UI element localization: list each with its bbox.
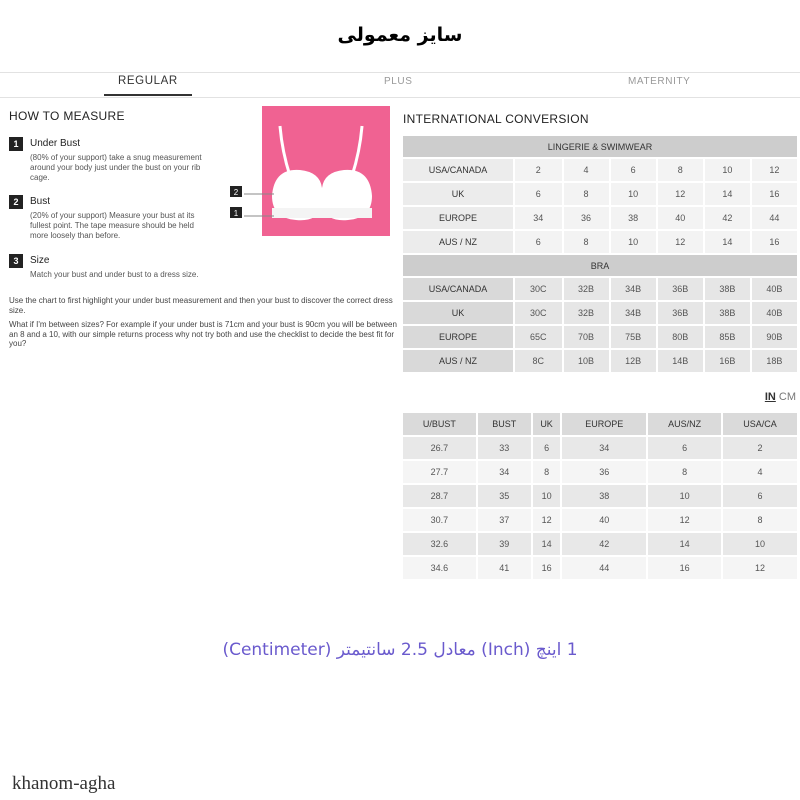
instruction-text: Use the chart to first highlight your under bust measurement and then your bust to discover the correct dress size. bbox=[9, 296, 393, 315]
table-cell: 16 bbox=[533, 557, 561, 579]
step-number: 1 bbox=[9, 137, 23, 151]
step-number: 3 bbox=[9, 254, 23, 268]
table-cell: 8 bbox=[564, 231, 609, 253]
table-cell: 34.6 bbox=[403, 557, 476, 579]
table-cell: 10 bbox=[611, 231, 656, 253]
table-cell: 32.6 bbox=[403, 533, 476, 555]
bra-section-title: BRA bbox=[403, 255, 797, 276]
lingerie-section-title: LINGERIE & SWIMWEAR bbox=[403, 136, 797, 157]
table-cell: 39 bbox=[478, 533, 531, 555]
row-label: EUROPE bbox=[403, 207, 513, 229]
row-label: EUROPE bbox=[403, 326, 513, 348]
table-row bbox=[403, 326, 797, 348]
table-cell: 12 bbox=[658, 231, 703, 253]
table-cell: 14 bbox=[648, 533, 721, 555]
table-cell: 10 bbox=[723, 533, 797, 555]
table-cell: 16 bbox=[648, 557, 721, 579]
table-cell: 14B bbox=[658, 350, 703, 372]
table-cell: 6 bbox=[515, 231, 562, 253]
table-cell: 4 bbox=[723, 461, 797, 483]
table-cell: 34B bbox=[611, 302, 656, 324]
column-header: EUROPE bbox=[562, 413, 646, 435]
table-cell: 38 bbox=[562, 485, 646, 507]
table-cell: 40B bbox=[752, 278, 797, 300]
column-header: BUST bbox=[478, 413, 531, 435]
table-cell: 12 bbox=[658, 183, 703, 205]
table-cell: 30C bbox=[515, 302, 562, 324]
table-cell: 35 bbox=[478, 485, 531, 507]
table-cell: 34 bbox=[515, 207, 562, 229]
table-cell: 12 bbox=[752, 159, 797, 181]
table-cell: 26.7 bbox=[403, 437, 476, 459]
conversion-heading: INTERNATIONAL CONVERSION bbox=[403, 112, 589, 126]
table-cell: 12 bbox=[723, 557, 797, 579]
step-description: (20% of your support) Measure your bust at its fullest point. The tape measure should be held more loosely than before. bbox=[30, 211, 195, 240]
watermark: khanom-agha bbox=[12, 773, 116, 794]
table-cell: 12 bbox=[648, 509, 721, 531]
table-cell: 34B bbox=[611, 278, 656, 300]
table-cell: 36B bbox=[658, 278, 703, 300]
table-cell: 28.7 bbox=[403, 485, 476, 507]
table-cell: 10B bbox=[564, 350, 609, 372]
table-cell: 6 bbox=[611, 159, 656, 181]
table-cell: 40B bbox=[752, 302, 797, 324]
column-header: USA/CA bbox=[723, 413, 797, 435]
table-cell: 10 bbox=[533, 485, 561, 507]
table-cell: 36B bbox=[658, 302, 703, 324]
table-cell: 40 bbox=[562, 509, 646, 531]
table-cell: 70B bbox=[564, 326, 609, 348]
table-cell: 12 bbox=[533, 509, 561, 531]
table-cell: 10 bbox=[611, 183, 656, 205]
step-title: Under Bust bbox=[30, 138, 81, 149]
step-title: Size bbox=[30, 255, 50, 266]
table-cell: 32B bbox=[564, 278, 609, 300]
table-cell: 90B bbox=[752, 326, 797, 348]
table-cell: 14 bbox=[705, 183, 750, 205]
table-cell: 30C bbox=[515, 278, 562, 300]
step-title: Bust bbox=[30, 196, 51, 207]
table-cell: 27.7 bbox=[403, 461, 476, 483]
size-category-tabs bbox=[0, 72, 800, 98]
marker-underbust: 1 bbox=[233, 209, 239, 218]
table-cell: 32B bbox=[564, 302, 609, 324]
table-row bbox=[403, 509, 797, 531]
table-cell: 33 bbox=[478, 437, 531, 459]
marker-bust: 2 bbox=[233, 188, 239, 197]
table-cell: 18B bbox=[752, 350, 797, 372]
tab-regular[interactable]: REGULAR bbox=[118, 75, 178, 87]
table-row bbox=[403, 461, 797, 483]
table-row bbox=[403, 302, 797, 324]
table-cell: 16 bbox=[752, 183, 797, 205]
table-cell: 41 bbox=[478, 557, 531, 579]
table-row bbox=[403, 557, 797, 579]
table-cell: 85B bbox=[705, 326, 750, 348]
table-row bbox=[403, 533, 797, 555]
table-header-row bbox=[403, 413, 797, 435]
table-cell: 6 bbox=[723, 485, 797, 507]
how-to-measure-heading: HOW TO MEASURE bbox=[9, 109, 125, 123]
table-row bbox=[403, 350, 797, 372]
inch-cm-note: 1 اینچ (Inch) معادل 2.5 سانتیمتر (Centimeter) bbox=[222, 640, 578, 660]
table-cell: 38B bbox=[705, 302, 750, 324]
step-number: 2 bbox=[9, 195, 23, 209]
column-header: U/BUST bbox=[403, 413, 476, 435]
table-cell: 40 bbox=[658, 207, 703, 229]
table-cell: 36 bbox=[562, 461, 646, 483]
row-label: UK bbox=[403, 183, 513, 205]
table-row bbox=[403, 437, 797, 459]
table-cell: 42 bbox=[562, 533, 646, 555]
step-description: Match your bust and under bust to a dress size. bbox=[30, 270, 199, 279]
table-cell: 38 bbox=[611, 207, 656, 229]
table-cell: 8 bbox=[648, 461, 721, 483]
table-row bbox=[403, 159, 797, 181]
row-label: USA/CANADA bbox=[403, 159, 513, 181]
step-description: (80% of your support) take a snug measurement around your body just under the bust on your rib cage. bbox=[30, 153, 202, 182]
table-cell: 44 bbox=[562, 557, 646, 579]
unit-inch-toggle[interactable]: IN bbox=[764, 391, 776, 403]
page-title: سایز معمولی bbox=[337, 24, 463, 46]
table-cell: 16 bbox=[752, 231, 797, 253]
table-cell: 30.7 bbox=[403, 509, 476, 531]
column-header: AUS/NZ bbox=[648, 413, 721, 435]
table-cell: 38B bbox=[705, 278, 750, 300]
table-cell: 75B bbox=[611, 326, 656, 348]
tab-plus[interactable]: PLUS bbox=[384, 76, 413, 87]
table-cell: 44 bbox=[752, 207, 797, 229]
table-cell: 6 bbox=[515, 183, 562, 205]
bra-icon bbox=[230, 106, 390, 236]
conversion-table bbox=[401, 134, 799, 374]
bra-measure-illustration bbox=[230, 106, 390, 236]
table-row bbox=[403, 485, 797, 507]
size-table bbox=[401, 411, 799, 581]
between-sizes-text: What if I'm between sizes? For example if your under bust is 71cm and your bust is 90cm you will be between an 8 and a 10, with our simple returns process why not try both and use the checklist to decide the best fit for you? bbox=[9, 320, 397, 348]
table-cell: 65C bbox=[515, 326, 562, 348]
table-cell: 14 bbox=[705, 231, 750, 253]
tab-maternity[interactable]: MATERNITY bbox=[628, 76, 691, 87]
table-row bbox=[403, 183, 797, 205]
table-cell: 34 bbox=[478, 461, 531, 483]
table-cell: 8 bbox=[533, 461, 561, 483]
table-cell: 2 bbox=[515, 159, 562, 181]
table-cell: 8C bbox=[515, 350, 562, 372]
unit-toggle bbox=[765, 391, 796, 403]
unit-cm-toggle[interactable]: CM bbox=[778, 391, 796, 403]
row-label: UK bbox=[403, 302, 513, 324]
table-cell: 14 bbox=[533, 533, 561, 555]
table-row bbox=[403, 231, 797, 253]
table-cell: 34 bbox=[562, 437, 646, 459]
table-cell: 10 bbox=[705, 159, 750, 181]
table-cell: 42 bbox=[705, 207, 750, 229]
table-cell: 80B bbox=[658, 326, 703, 348]
table-row bbox=[403, 207, 797, 229]
row-label: AUS / NZ bbox=[403, 231, 513, 253]
table-cell: 10 bbox=[648, 485, 721, 507]
table-cell: 8 bbox=[658, 159, 703, 181]
table-cell: 16B bbox=[705, 350, 750, 372]
table-cell: 37 bbox=[478, 509, 531, 531]
table-cell: 36 bbox=[564, 207, 609, 229]
column-header: UK bbox=[533, 413, 561, 435]
table-cell: 12B bbox=[611, 350, 656, 372]
row-label: USA/CANADA bbox=[403, 278, 513, 300]
table-cell: 4 bbox=[564, 159, 609, 181]
table-cell: 8 bbox=[564, 183, 609, 205]
table-cell: 6 bbox=[648, 437, 721, 459]
table-cell: 6 bbox=[533, 437, 561, 459]
table-row bbox=[403, 278, 797, 300]
table-cell: 2 bbox=[723, 437, 797, 459]
row-label: AUS / NZ bbox=[403, 350, 513, 372]
table-cell: 8 bbox=[723, 509, 797, 531]
